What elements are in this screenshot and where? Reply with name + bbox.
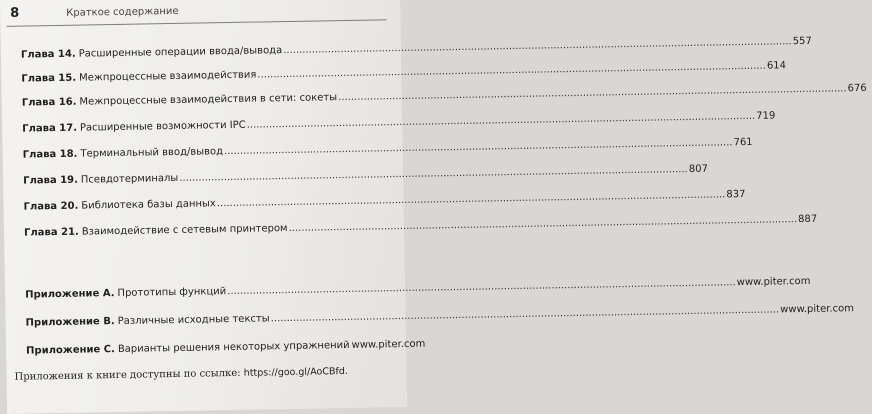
entry-title: Терминальный ввод/вывод <box>80 146 224 160</box>
entry-label: Глава 18. <box>22 148 78 161</box>
entry-title: Взаимодействие с сетевым принтером <box>81 223 288 238</box>
toc-entry-chapter-19 <box>23 163 708 187</box>
entry-label: Глава 17. <box>22 122 78 135</box>
note-link[interactable]: https://goo.gl/AoCBfd. <box>243 365 348 379</box>
entry-label: Глава 15. <box>21 72 77 85</box>
entry-label: Приложение A. <box>25 288 115 301</box>
entry-page: 807 <box>688 163 708 176</box>
toc-entry-chapter-21 <box>23 213 818 239</box>
page-header <box>6 0 386 27</box>
entry-label: Приложение C. <box>26 344 115 357</box>
entry-title: Различные исходные тексты <box>117 313 270 327</box>
dot-leader <box>257 61 766 81</box>
entry-page: 761 <box>733 136 753 149</box>
dot-leader <box>179 164 688 184</box>
dot-leader <box>288 214 797 234</box>
dot-leader <box>338 83 847 103</box>
entry-label: Глава 14. <box>20 48 76 61</box>
toc-entry-chapter-20 <box>23 189 746 213</box>
dot-leader <box>224 137 733 157</box>
entry-page: 887 <box>797 213 818 226</box>
entry-page: 719 <box>756 110 776 122</box>
entry-title: Псевдотерминалы <box>80 172 179 186</box>
toc-entry-chapter-15 <box>21 60 787 85</box>
entry-title: Варианты решения некоторых упражнений <box>117 339 350 355</box>
dot-leader <box>227 277 736 297</box>
toc-entry-chapter-17 <box>22 110 776 135</box>
entry-label: Глава 21. <box>23 226 79 239</box>
note-text: Приложения к книге доступны по ссылке: <box>14 367 241 383</box>
toc-entry-appendix-a <box>25 275 811 301</box>
dot-leader <box>283 36 792 56</box>
entry-page: 614 <box>766 60 787 72</box>
toc-entry-chapter-18 <box>22 136 753 161</box>
entry-title: Расширенные операции ввода/вывода <box>78 45 283 60</box>
running-title: Краткое содержание <box>66 5 179 19</box>
appendix-note <box>14 366 347 383</box>
entry-title: Прототипы функций <box>117 286 227 299</box>
entry-page: www.piter.com <box>736 275 811 289</box>
entry-page: 676 <box>847 82 867 95</box>
entry-label: Приложение B. <box>25 316 115 329</box>
entry-page: 557 <box>792 35 812 48</box>
entry-label: Глава 16. <box>21 96 77 109</box>
entry-title: Библиотека базы данных <box>81 198 216 212</box>
entry-page: 837 <box>726 189 746 201</box>
entry-label: Глава 20. <box>23 200 79 213</box>
entry-page: www.piter.com <box>780 303 855 316</box>
dot-leader <box>271 304 780 324</box>
dot-leader <box>217 189 726 209</box>
entry-title: Межпроцессные взаимодействия в сети: сокеты <box>79 92 338 108</box>
entry-label: Глава 19. <box>23 174 78 187</box>
toc-entry-chapter-14 <box>20 35 812 61</box>
toc-entry-chapter-16 <box>21 82 867 109</box>
entry-page: www.piter.com <box>351 338 426 351</box>
entry-title: Расширенные возможности IPC <box>79 119 246 134</box>
dot-leader <box>247 111 756 131</box>
toc-entry-appendix-c <box>26 338 426 357</box>
entry-title: Межпроцессные взаимодействия <box>78 69 257 84</box>
toc-entry-appendix-b <box>25 303 855 329</box>
page-number: 8 <box>10 5 20 21</box>
